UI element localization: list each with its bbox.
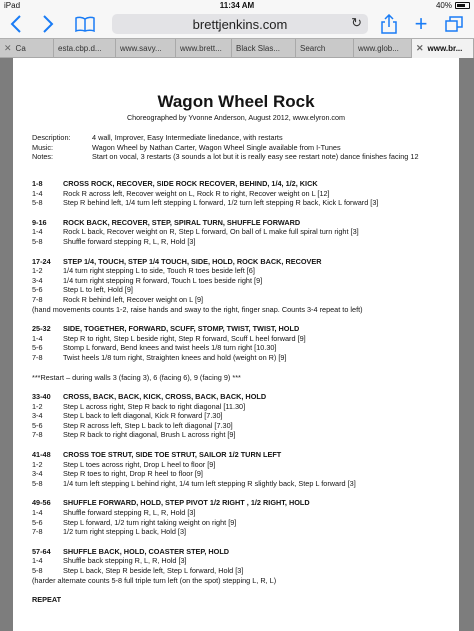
step-count: 5-8 bbox=[32, 198, 43, 208]
section-heading bbox=[32, 218, 452, 228]
step-text: Twist heels 1/8 turn right, Straighten knees and hold (weight on R) [9] bbox=[63, 352, 287, 362]
share-icon[interactable] bbox=[380, 14, 398, 34]
step-line bbox=[32, 198, 452, 208]
forward-icon[interactable] bbox=[40, 14, 56, 34]
carrier-label: iPad bbox=[4, 1, 21, 10]
page-title: Wagon Wheel Rock bbox=[157, 92, 315, 111]
step-count: 33-40 bbox=[32, 392, 51, 402]
step-count: 5-8 bbox=[32, 478, 43, 488]
step-text: Step R to right, Step L beside right, Step R forward, Scuff L heel forward [9] bbox=[63, 333, 306, 343]
info-value: Start on vocal, 3 restarts (3 sounds a lot but it is really easy see restart note) dance finishes facing 12 bbox=[92, 152, 419, 162]
section-heading bbox=[32, 547, 452, 557]
info-value: Wagon Wheel by Nathan Carter, Wagon Wheel Single available from I-Tunes bbox=[92, 142, 341, 152]
browser-tab-active[interactable]: ✕ www.br... bbox=[412, 39, 474, 58]
step-line bbox=[32, 479, 452, 489]
step-text: STEP 1/4, TOUCH, STEP 1/4 TOUCH, SIDE, HOLD, ROCK BACK, RECOVER bbox=[63, 256, 322, 266]
browser-tab[interactable]: esta.cbp.d... bbox=[54, 39, 116, 58]
step-text: 1/2 turn right stepping L back, Hold [3] bbox=[63, 527, 187, 537]
step-text: CROSS ROCK, RECOVER, SIDE ROCK RECOVER, BEHIND, 1/4, 1/2, KICK bbox=[63, 179, 318, 188]
section-heading bbox=[32, 498, 452, 508]
step-text: 1/4 turn right stepping L to side, Touch R toes beside left [6] bbox=[63, 266, 255, 276]
step-count: 1-4 bbox=[32, 227, 43, 237]
step-line bbox=[32, 343, 452, 353]
browser-tab[interactable]: Black Slas... bbox=[232, 39, 296, 58]
step-count: 1-4 bbox=[32, 333, 43, 343]
step-text: Shuffle back stepping R, L, R, Hold [3] bbox=[63, 556, 187, 566]
section-heading bbox=[32, 257, 452, 267]
reload-icon[interactable]: ↻ bbox=[351, 15, 362, 30]
step-count: 1-2 bbox=[32, 401, 43, 411]
browser-tab[interactable]: ✕ Ca bbox=[0, 39, 54, 58]
step-text: (hand movements counts 1-2, raise hands and sway to the right, finger snap. Counts 3-4 repeat to left) bbox=[32, 304, 363, 314]
step-line bbox=[32, 508, 452, 518]
section-heading bbox=[32, 392, 452, 402]
step-count: 25-32 bbox=[32, 324, 51, 334]
step-line bbox=[32, 576, 452, 586]
add-tab-icon[interactable]: + bbox=[414, 11, 428, 36]
step-text: Stomp L forward, Bend knees and twist heels 1/8 turn right [10.30] bbox=[63, 343, 277, 353]
step-text: SIDE, TOGETHER, FORWARD, SCUFF, STOMP, TWIST, TWIST, HOLD bbox=[63, 324, 300, 334]
section-heading bbox=[32, 324, 452, 334]
step-line bbox=[32, 411, 452, 421]
address-bar[interactable] bbox=[112, 14, 368, 34]
step-count: 1-2 bbox=[32, 459, 43, 469]
step-line bbox=[32, 556, 452, 566]
step-line bbox=[32, 305, 452, 315]
step-text: Step L back to left diagonal, Kick R forward [7.30] bbox=[63, 411, 223, 421]
step-text: SHUFFLE FORWARD, HOLD, STEP PIVOT 1/2 RIGHT , 1/2 RIGHT, HOLD bbox=[63, 498, 310, 508]
step-text: Shuffle forward stepping R, L, R, Hold [3] bbox=[63, 508, 196, 518]
step-count: 7-8 bbox=[32, 352, 43, 362]
step-text: Step R back to right diagonal, Brush L across right [9] bbox=[63, 430, 236, 440]
browser-tab[interactable]: www.brett... bbox=[176, 39, 232, 58]
browser-tab[interactable]: www.glob... bbox=[354, 39, 412, 58]
step-text: Shuffle forward stepping R, L, R, Hold [3] bbox=[63, 236, 196, 246]
step-line bbox=[32, 373, 452, 383]
step-text: SHUFFLE BACK, HOLD, COASTER STEP, HOLD bbox=[63, 546, 230, 556]
dance-info bbox=[32, 133, 419, 162]
info-label: Notes: bbox=[32, 152, 54, 162]
step-line bbox=[32, 402, 452, 412]
step-count: 5-6 bbox=[32, 343, 43, 353]
step-line bbox=[32, 227, 452, 237]
info-row bbox=[32, 133, 419, 143]
step-count: 41-48 bbox=[32, 450, 51, 460]
browser-tab[interactable]: Search bbox=[296, 39, 354, 58]
step-count: 1-2 bbox=[32, 266, 43, 276]
step-count: 7-8 bbox=[32, 527, 43, 537]
step-line bbox=[32, 266, 452, 276]
step-text: Step L to left, Hold [9] bbox=[63, 285, 133, 295]
step-text: ***Restart – during walls 3 (facing 3), 6 (facing 6), 9 (facing 9) *** bbox=[32, 372, 241, 382]
step-count: 5-8 bbox=[32, 236, 43, 246]
step-count: 5-6 bbox=[32, 420, 43, 430]
close-tab-icon[interactable]: ✕ bbox=[4, 43, 12, 53]
step-count: 5-8 bbox=[32, 566, 43, 575]
step-text: (harder alternate counts 5-8 full triple turn left (on the spot) stepping L, R, L) bbox=[32, 575, 277, 585]
step-line bbox=[32, 421, 452, 431]
step-line bbox=[32, 430, 452, 440]
step-text: CROSS TOE STRUT, SIDE TOE STRUT, SAILOR 1/2 TURN LEFT bbox=[63, 450, 282, 460]
battery-icon bbox=[455, 2, 470, 9]
step-text: Step L toes across right, Drop L heel to floor [9] bbox=[63, 459, 216, 469]
section-heading bbox=[32, 179, 452, 189]
step-count: 1-4 bbox=[32, 508, 43, 518]
step-line bbox=[32, 276, 452, 286]
step-count: 5-6 bbox=[32, 285, 43, 295]
info-row bbox=[32, 143, 419, 153]
step-text: 1/4 turn left stepping L behind right, 1/4 turn left stepping R slightly back, Step L forward [3] bbox=[63, 478, 356, 488]
step-text: Rock L back, Recover weight on R, Step L forward, On ball of L make full spiral turn right [3] bbox=[63, 227, 359, 237]
step-count: 49-56 bbox=[32, 498, 51, 508]
step-line bbox=[32, 460, 452, 470]
step-line bbox=[32, 285, 452, 295]
step-count: 1-4 bbox=[32, 188, 43, 198]
status-bar bbox=[0, 0, 474, 11]
step-text: Rock R across left, Recover weight on L, Rock R to right, Recover weight on L [12] bbox=[63, 188, 330, 198]
battery-percent: 40% bbox=[435, 1, 452, 10]
info-value: 4 wall, Improver, Easy Intermediate linedance, with restarts bbox=[92, 133, 283, 142]
step-count: 3-4 bbox=[32, 411, 43, 421]
step-count: 57-64 bbox=[32, 546, 51, 556]
step-count: 1-8 bbox=[32, 179, 43, 188]
step-text: ROCK BACK, RECOVER, STEP, SPIRAL TURN, SHUFFLE FORWARD bbox=[63, 217, 301, 227]
step-count: 5-6 bbox=[32, 517, 43, 527]
tabs-icon[interactable] bbox=[444, 14, 464, 34]
step-text: CROSS, BACK, BACK, KICK, CROSS, BACK, BACK, HOLD bbox=[63, 392, 267, 402]
browser-tab[interactable]: www.savy... bbox=[116, 39, 176, 58]
step-sheet-page bbox=[13, 58, 459, 631]
repeat-footer: REPEAT bbox=[32, 595, 62, 605]
choreographer-credit: Choreographed by Yvonne Anderson, August 2012, www.elyron.com bbox=[126, 113, 346, 122]
browser-toolbar bbox=[0, 11, 474, 38]
step-count: 3-4 bbox=[32, 469, 43, 479]
step-count: 7-8 bbox=[32, 430, 43, 440]
info-row bbox=[32, 152, 419, 162]
step-text: Step R across left, Step L back to left diagonal [7.30] bbox=[63, 420, 233, 430]
back-icon[interactable] bbox=[8, 14, 24, 34]
info-label: Description: bbox=[32, 133, 71, 142]
step-text: Rock R behind left, Recover weight on L [9] bbox=[63, 294, 204, 304]
step-line bbox=[32, 189, 452, 199]
step-line bbox=[32, 353, 452, 363]
step-text: Step R toes to right, Drop R heel to floor [9] bbox=[63, 469, 203, 479]
step-text: Step L across right, Step R back to right diagonal [11.30] bbox=[63, 401, 246, 411]
step-text: 1/4 turn right stepping R forward, Touch L toes beside right [9] bbox=[63, 275, 263, 285]
step-count: 17-24 bbox=[32, 256, 51, 266]
step-text: Step L forward, 1/2 turn right taking weight on right [9] bbox=[63, 517, 237, 527]
step-line bbox=[32, 527, 452, 537]
step-line bbox=[32, 518, 452, 528]
info-label: Music: bbox=[32, 142, 54, 152]
clock: 11:34 AM bbox=[219, 1, 255, 10]
step-line bbox=[32, 334, 452, 344]
step-list bbox=[32, 179, 452, 605]
step-count: 7-8 bbox=[32, 294, 43, 304]
step-line bbox=[32, 469, 452, 479]
step-line bbox=[32, 295, 452, 305]
step-line bbox=[32, 566, 452, 576]
close-tab-icon[interactable]: ✕ bbox=[416, 43, 424, 53]
tab-strip bbox=[0, 38, 474, 58]
step-line bbox=[32, 237, 452, 247]
bookmarks-icon[interactable] bbox=[74, 14, 96, 34]
step-count: 9-16 bbox=[32, 217, 47, 227]
step-count: 1-4 bbox=[32, 556, 43, 566]
address-text: brettjenkins.com bbox=[192, 16, 288, 32]
step-text: Step R behind left, 1/4 turn left stepping L forward, 1/2 turn left stepping R back, Kick L forward [3] bbox=[63, 198, 379, 208]
section-heading bbox=[32, 450, 452, 460]
step-count: 3-4 bbox=[32, 275, 43, 285]
step-text: Step L back, Step R beside left, Step L forward, Hold [3] bbox=[63, 566, 244, 575]
